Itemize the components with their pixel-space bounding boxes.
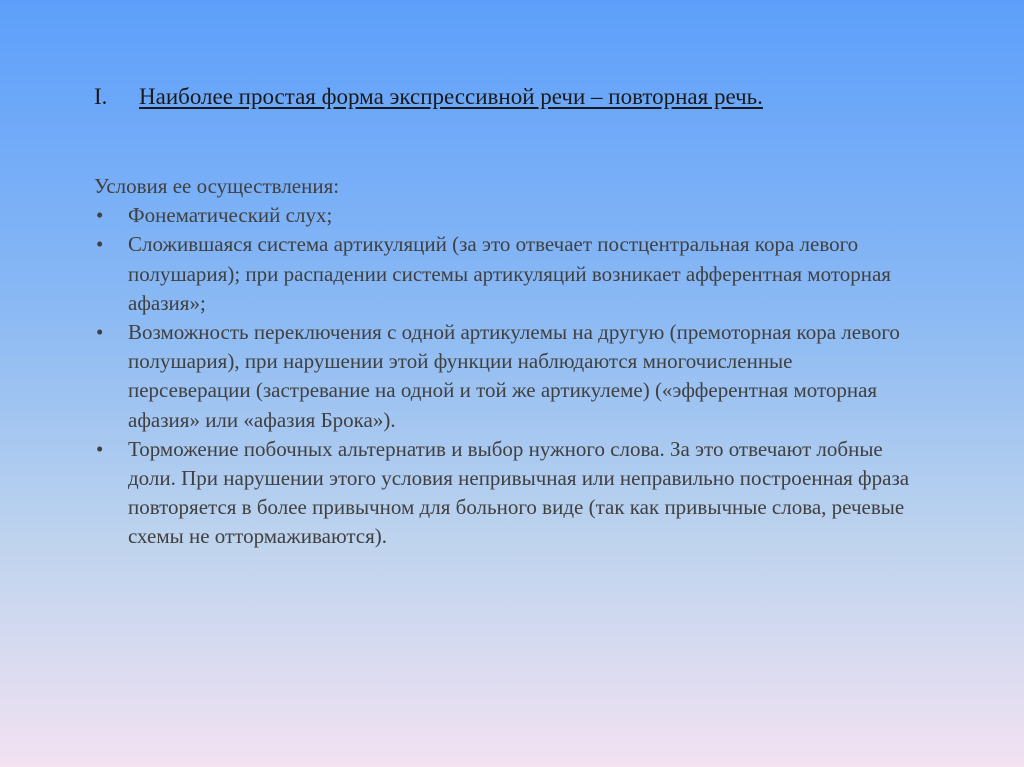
bullet-icon: • xyxy=(96,320,104,345)
bullet-text: Торможение побочных альтернатив и выбор нужного слова. За это отвечают лобные доли. При нарушении этого условия непривычная или неправильно построенная фраза повторяется в более привычном для больного виде (так как привычные слова, речевые схемы не оттормаживаются). xyxy=(128,436,910,549)
list-item xyxy=(94,201,914,230)
bullet-text: Фонематический слух; xyxy=(128,203,333,228)
bullet-icon: • xyxy=(96,436,104,461)
bullet-icon: • xyxy=(96,232,104,257)
list-item xyxy=(94,230,914,318)
bullet-text: Сложившаяся система артикуляций (за это отвечает постцентральная кора левого полушария); при распадении системы артикуляций возникает афферентная моторная афазия»; xyxy=(128,232,891,315)
bullet-text: Возможность переключения с одной артикулемы на другую (премоторная кора левого полушария), при нарушении этой функции наблюдаются многочисленные персеверации (застревание на одной и той же артикулеме) («эфферентная моторная афазия» или «афазия Брока»). xyxy=(128,320,900,432)
heading-number: I. xyxy=(94,84,108,109)
bullet-icon: • xyxy=(96,203,104,228)
list-item xyxy=(94,435,914,552)
list-item xyxy=(94,318,914,435)
intro-text: Условия ее осуществления: xyxy=(94,174,340,198)
slide-heading xyxy=(94,80,884,113)
slide-body xyxy=(94,172,914,552)
heading-text: Наиболее простая форма экспрессивной речи – повторная речь. xyxy=(139,84,763,109)
bullet-list xyxy=(94,201,914,551)
